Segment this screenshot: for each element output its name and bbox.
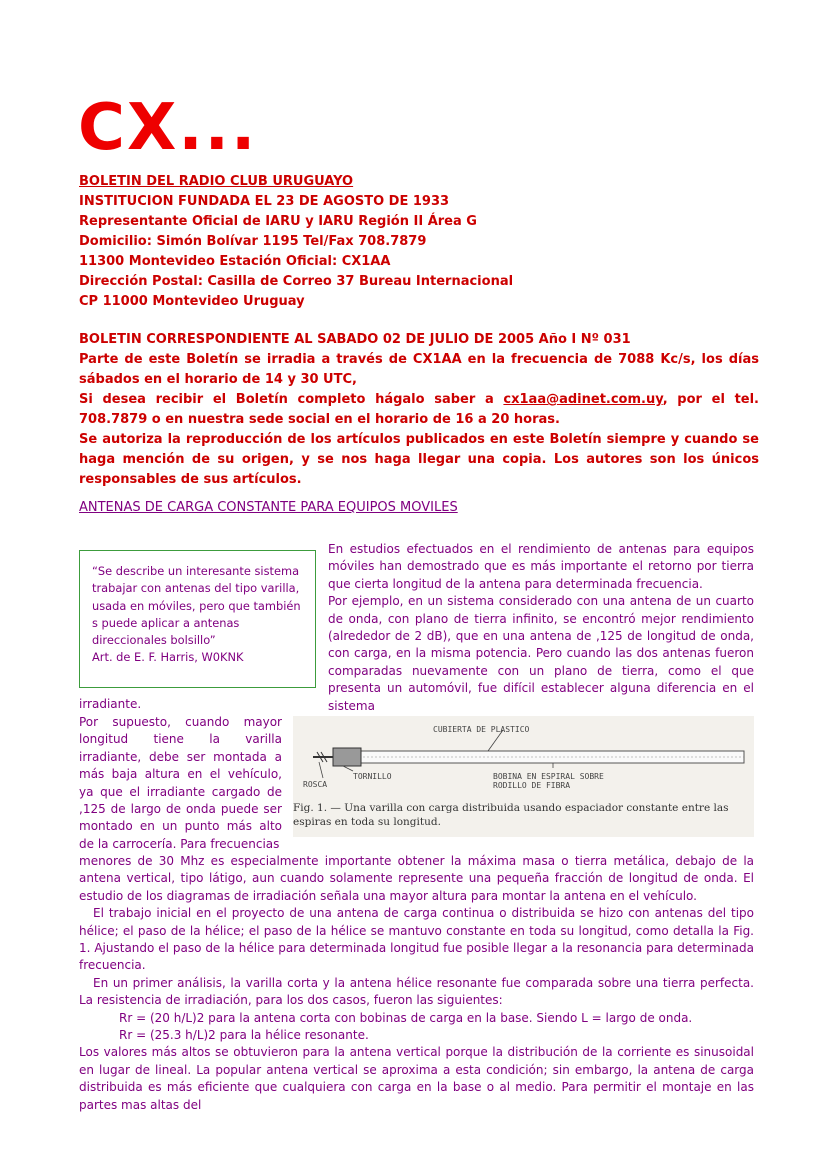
reproduction-notice: Se autoriza la reproducción de los artículos publicados en este Boletín siempre y cuando se haga mención de su origen, y se nos haga llegar una copia. Los autores son los únicos responsables de sus artículos. (79, 432, 759, 487)
figure-label-coil-2: RODILLO DE FIBRA (493, 781, 571, 790)
article-paragraph-6: Los valores más altos se obtuvieron para la antena vertical porque la distribución de la corriente es sinusoidal en lugar de lineal. La popular antena vertical se aproxima a esta condición; sin embargo, la antena de carga distribuida es más eficiente que cualquiera con carga en la base o al medio. Para permitir el montaje en las partes mas altas del (79, 1045, 754, 1112)
quote-text: “Se describe un interesante sistema trabajar con antenas del tipo varilla, usada en móviles, pero que también s puede aplicar a antenas direccionales bolsillo” (92, 564, 301, 648)
logo-cx: CX... (78, 91, 258, 165)
article-right-column (328, 541, 754, 715)
quote-author: Art. de E. F. Harris, W0KNK (92, 650, 244, 665)
article-paragraph-4: El trabajo inicial en el proyecto de una antena de carga continua o distribuida se hizo con antenas del tipo hélice; el paso de la hélice; el paso de la hélice se mantuvo constante en toda su longitud, como detalla la Fig. 1. Ajustando el paso de la hélice para determinada longitud fue posible llegar a la resonancia para determinada frecuencia. (79, 906, 754, 973)
email-link[interactable]: cx1aa@adinet.com.uy (503, 392, 663, 407)
formula-helix: Rr = (25.3 h/L)2 para la hélice resonante. (119, 1028, 369, 1043)
bulletin-date: BOLETIN CORRESPONDIENTE AL SABADO 02 DE JULIO DE 2005 Año I Nº 031 (79, 332, 631, 347)
article-full-width (79, 853, 754, 1114)
figure-caption: Fig. 1. — Una varilla con carga distribuida usando espaciador constante entre las espiras en toda su longitud. (293, 802, 729, 828)
article-paragraph-2-end: irradiante. (79, 697, 142, 711)
bulletin-header (79, 172, 759, 490)
article-paragraph-5: En un primer análisis, la varilla corta y la antena hélice resonante fue comparada sobre una tierra perfecta. La resistencia de irradiación, para los dos casos, fueron las siguientes: (79, 975, 754, 1008)
header-line-postal: Dirección Postal: Casilla de Correo 37 Bureau Internacional (79, 274, 514, 289)
figure-1 (293, 716, 754, 837)
header-line-club: BOLETIN DEL RADIO CLUB URUGUAYO (79, 174, 354, 189)
header-line-founded: INSTITUCION FUNDADA EL 23 DE AGOSTO DE 1933 (79, 194, 450, 209)
subscribe-text-2: , por el tel. 708.7879 o en nuestra sede social en el horario de 16 a 20 horas. (79, 392, 759, 427)
quote-box (79, 550, 316, 688)
subscribe-text: Si desea recibir el Boletín completo hágalo saber a (79, 392, 504, 407)
article-paragraph-3-left: Por supuesto, cuando mayor longitud tiene la varilla irradiante, debe ser montada a más baja altura en el vehículo, ya que el irradiante cargado de ,125 de largo de onda puede ser montado en un punto más alto de la carrocería. Para frecuencias (79, 715, 282, 851)
formula-short-antenna: Rr = (20 h/L)2 para la antena corta con bobinas de carga en la base. Siendo L = largo de onda. (119, 1010, 693, 1025)
article-title: ANTENAS DE CARGA CONSTANTE PARA EQUIPOS MOVILES (79, 500, 458, 515)
figure-label-cover: CUBIERTA DE PLASTICO (433, 725, 530, 734)
header-line-station: 11300 Montevideo Estación Oficial: CX1AA (79, 254, 391, 269)
figure-label-screw: TORNILLO (353, 772, 392, 781)
subscribe-info (79, 390, 759, 430)
figure-label-coil: BOBINA EN ESPIRAL SOBRE (493, 772, 604, 781)
header-line-iaru: Representante Oficial de IARU y IARU Región II Área G (79, 214, 477, 229)
header-line-address: Domicilio: Simón Bolívar 1195 Tel/Fax 708.7879 (79, 234, 427, 249)
article-paragraph-2: Por ejemplo, en un sistema considerado con una antena de un cuarto de onda, con plano de tierra infinito, se encontró mejor rendimiento (alrededor de 2 dB), que en una antena de ,125 de longitud de onda, con carga, en la misma potencia. Pero cuando las dos antenas fueron comparadas nuevamente con un plano de tierra, como el que presenta un automóvil, fue difícil establecer alguna diferencia en el sistema (328, 594, 754, 713)
header-line-city: CP 11000 Montevideo Uruguay (79, 294, 305, 309)
figure-label-thread: ROSCA (303, 780, 328, 789)
article-paragraph-3-full: menores de 30 Mhz es especialmente importante obtener la máxima masa o tierra metálica, debajo de la antena vertical, tipo látigo, aun cuando solamente represente una pequeña fracción de longitud de onda. El estudio de los diagramas de irradiación señala una mayor altura para montar la antena en el vehículo. (79, 854, 754, 903)
broadcast-info: Parte de este Boletín se irradia a través de CX1AA en la frecuencia de 7088 Kc/s, los días sábados en el horario de 14 y 30 UTC, (79, 352, 759, 387)
article-paragraph-1: En estudios efectuados en el rendimiento de antenas para equipos móviles han demostrado que es más importante el retorno por tierra que cierta longitud de la antena para determinada frecuencia. (328, 542, 754, 591)
